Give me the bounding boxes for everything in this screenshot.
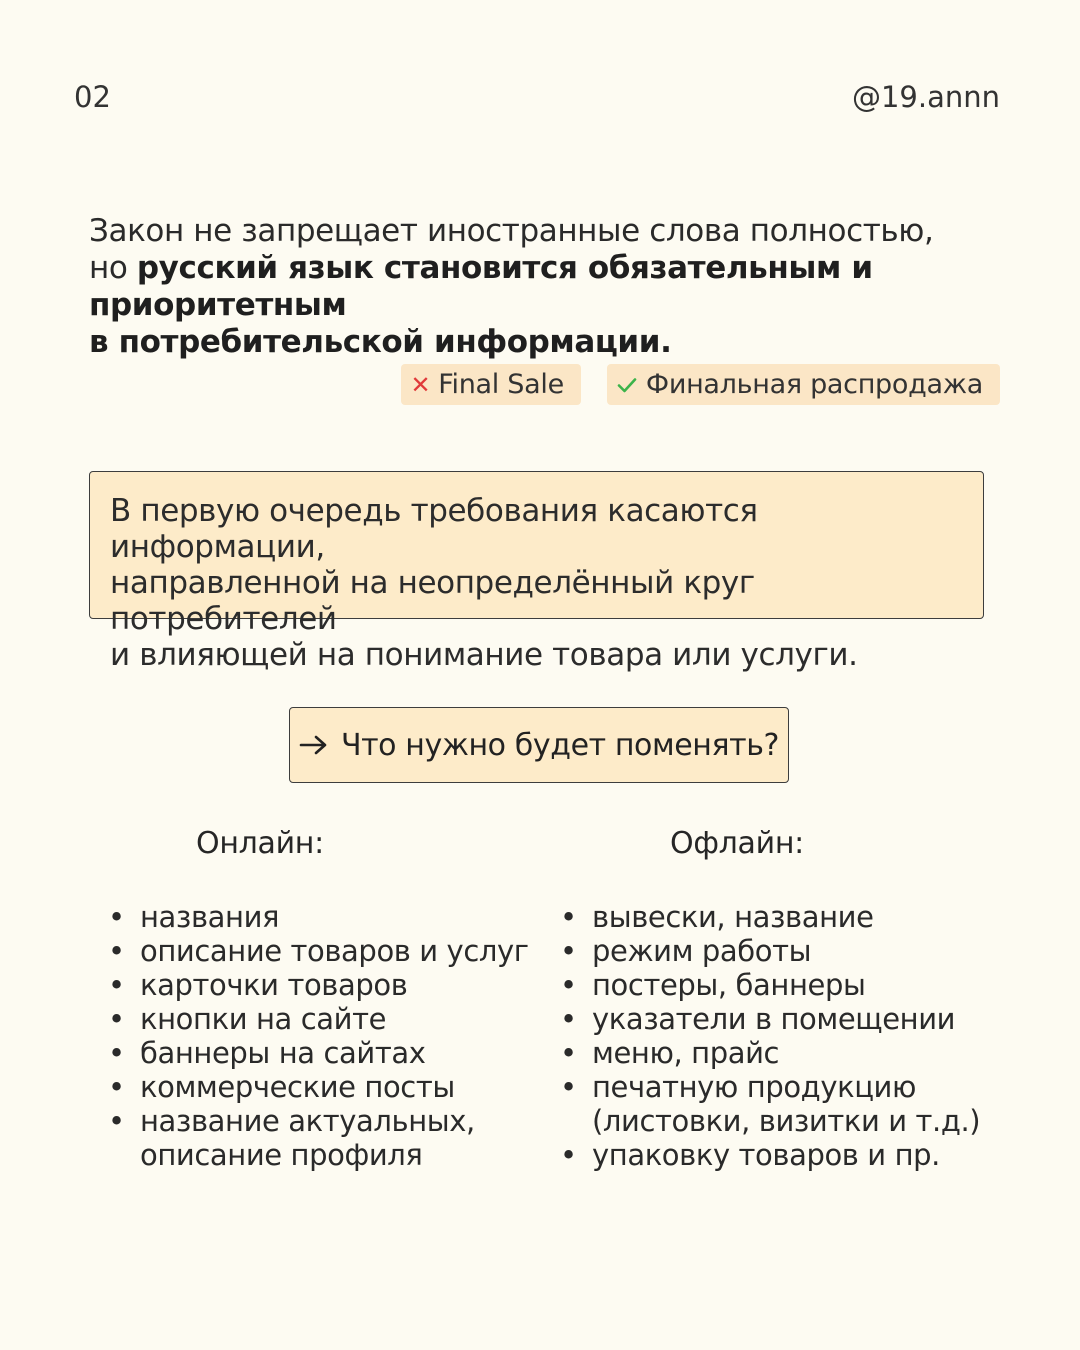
- list-item-text: коммерческие посты: [140, 1070, 455, 1104]
- bullet-icon: •: [560, 1036, 577, 1070]
- list-item: [108, 968, 529, 1002]
- bullet-icon: •: [560, 968, 577, 1002]
- intro-line-2-prefix: но: [89, 250, 137, 286]
- list-item: [560, 1002, 980, 1036]
- wrong-example-label: Final Sale: [438, 369, 564, 400]
- bullet-icon: •: [560, 1138, 577, 1172]
- bullet-icon: •: [560, 1002, 577, 1036]
- online-list: [108, 900, 529, 1172]
- list-item-text: название актуальных,: [140, 1104, 475, 1138]
- list-item: [108, 934, 529, 968]
- what-to-change-button: [289, 707, 789, 783]
- list-item-text: печатную продукцию: [592, 1070, 916, 1104]
- offline-list: [560, 900, 980, 1172]
- bullet-icon: •: [108, 1104, 125, 1138]
- list-item: [560, 934, 980, 968]
- list-item: [108, 900, 529, 934]
- list-item-text: указатели в помещении: [592, 1002, 956, 1036]
- page-number: 02: [74, 80, 111, 114]
- intro-emphasis: русский язык становится обязательным и приоритетным: [89, 250, 873, 323]
- list-item: [108, 1002, 529, 1036]
- list-item-text: описание товаров и услуг: [140, 934, 529, 968]
- right-example-tag: [607, 364, 1000, 405]
- intro-line-3: в потребительской информации.: [89, 324, 672, 360]
- bullet-icon: •: [560, 934, 577, 968]
- example-tags: [401, 364, 1000, 405]
- bullet-icon: •: [108, 1002, 125, 1036]
- list-item: [560, 1036, 980, 1070]
- list-item-text: (листовки, визитки и т.д.): [592, 1104, 981, 1138]
- note-box: [89, 471, 984, 673]
- list-item-text: упаковку товаров и пр.: [592, 1138, 940, 1172]
- list-item-text: режим работы: [592, 934, 812, 968]
- online-heading: Онлайн:: [196, 826, 324, 861]
- list-item: [560, 900, 980, 934]
- intro-line-2: [89, 250, 1049, 324]
- list-item-text: названия: [140, 900, 280, 934]
- bullet-icon: •: [108, 1070, 125, 1104]
- check-icon: [616, 374, 638, 396]
- bullet-icon: •: [560, 900, 577, 934]
- cross-icon: ✕: [410, 370, 431, 399]
- list-item: [560, 1070, 980, 1138]
- list-item: [560, 968, 980, 1002]
- intro-line-1: Закон не запрещает иностранные слова полностью,: [89, 213, 934, 249]
- wrong-example-tag: [401, 364, 580, 405]
- bullet-icon: •: [108, 900, 125, 934]
- note-line-2: направленной на неопределённый круг потребителей: [110, 565, 755, 637]
- bullet-icon: •: [108, 968, 125, 1002]
- list-item-text: меню, прайс: [592, 1036, 780, 1070]
- right-example-label: Финальная распродажа: [645, 369, 983, 400]
- list-item: [108, 1104, 529, 1172]
- list-item-text: постеры, баннеры: [592, 968, 866, 1002]
- bullet-icon: •: [108, 934, 125, 968]
- intro-text: [89, 213, 1049, 361]
- author-handle: @19.annn: [851, 80, 1000, 114]
- list-item: [560, 1138, 980, 1172]
- bullet-icon: •: [560, 1070, 577, 1104]
- note-line-1: В первую очередь требования касаются информации,: [110, 493, 758, 565]
- offline-heading: Офлайн:: [670, 826, 804, 861]
- what-to-change-label: Что нужно будет поменять?: [340, 727, 780, 763]
- list-item-text: карточки товаров: [140, 968, 408, 1002]
- list-item-text: описание профиля: [140, 1138, 423, 1172]
- list-item-text: кнопки на сайте: [140, 1002, 387, 1036]
- list-item-text: баннеры на сайтах: [140, 1036, 426, 1070]
- bullet-icon: •: [108, 1036, 125, 1070]
- list-item: [108, 1036, 529, 1070]
- note-line-3: и влияющей на понимание товара или услуги.: [110, 637, 858, 673]
- arrow-right-icon: [299, 734, 329, 756]
- list-item-text: вывески, название: [592, 900, 874, 934]
- list-item: [108, 1070, 529, 1104]
